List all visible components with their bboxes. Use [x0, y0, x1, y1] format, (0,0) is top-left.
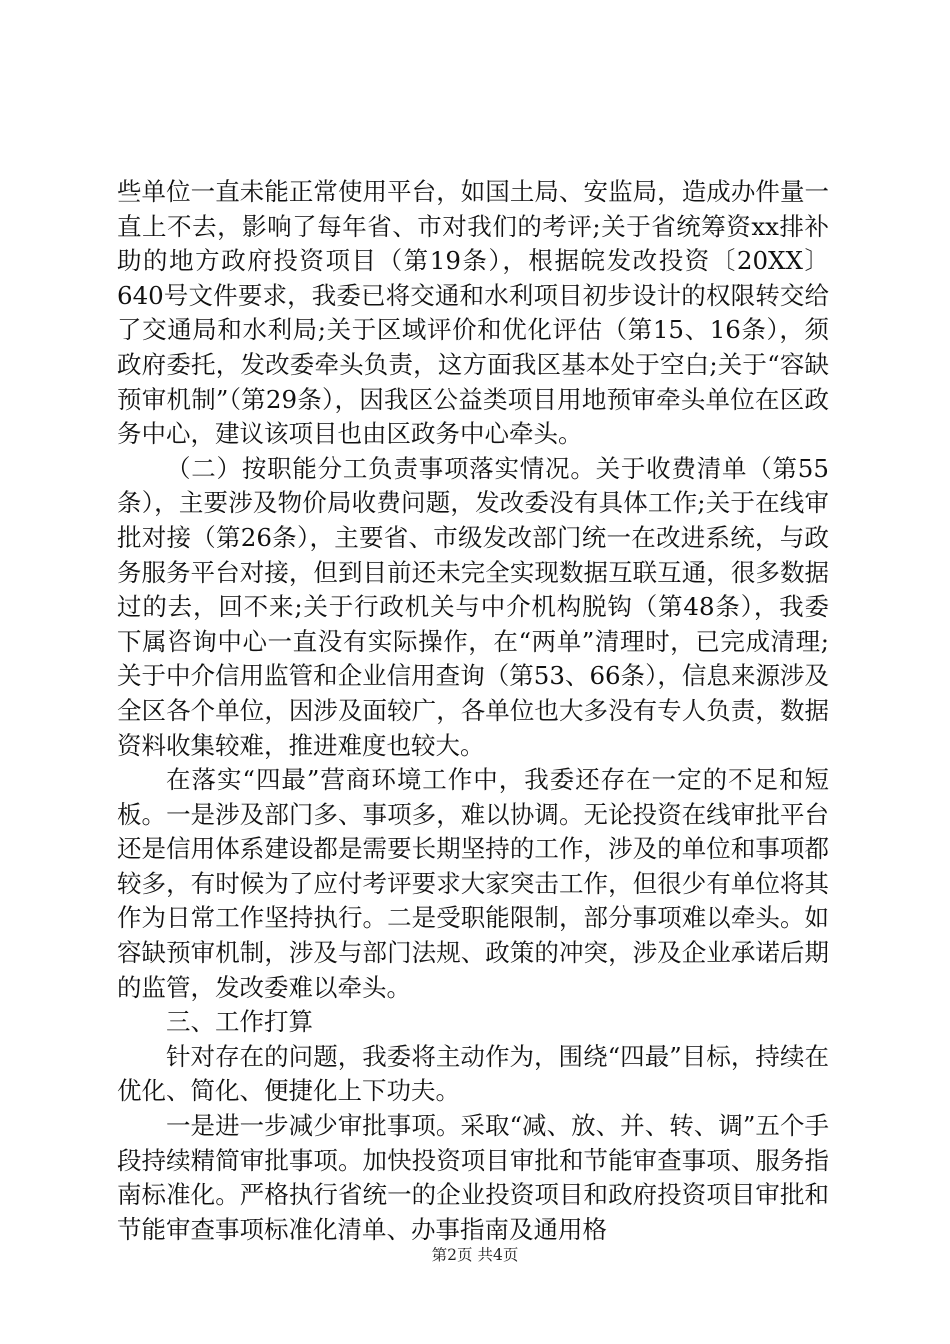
paragraph-1: 些单位一直未能正常使用平台，如国土局、安监局，造成办件量一直上不去，影响了每年省、市对我们的考评;关于省统筹资xx排补助的地方政府投资项目（第19条），根据皖发改投资〔20XX〕640号文件要求，我委已将交通和水利项目初步设计的权限转交给了交通局和水利局;关于区域评价和优化评估（第15、16条），须政府委托，发改委牵头负责，这方面我区基本处于空白;关于“容缺预审机制”（第29条），因我区公益类项目用地预审牵头单位在区政务中心，建议该项目也由区政务中心牵头。 [117, 177, 829, 449]
document-body [117, 175, 829, 1247]
paragraph-6: 一是进一步减少审批事项。采取“减、放、并、转、调”五个手段持续精简审批事项。加快投资项目审批和节能审查事项、服务指南标准化。严格执行省统一的企业投资项目和政府投资项目审批和节能审查事项标准化清单、办事指南及通用格 [117, 1111, 829, 1244]
paragraph-5: 针对存在的问题，我委将主动作为，围绕“四最”目标，持续在优化、简化、便捷化上下功夫。 [117, 1041, 829, 1106]
section-heading-work-plan: 三、工作打算 [166, 1007, 313, 1037]
page-number-footer: 第2页 共4页 [431, 1246, 519, 1264]
paragraph-3: 在落实“四最”营商环境工作中，我委还存在一定的不足和短板。一是涉及部门多、事项多，难以协调。无论投资在线审批平台还是信用体系建设都是需要长期坚持的工作，涉及的单位和事项都较多，有时候为了应付考评要求大家突击工作，但很少有单位将其作为日常工作坚持执行。二是受职能限制，部分事项难以牵头。如容缺预审机制，涉及与部门法规、政策的冲突，涉及企业承诺后期的监管，发改委难以牵头。 [117, 765, 829, 1002]
paragraph-2: （二）按职能分工负责事项落实情况。关于收费清单（第55条），主要涉及物价局收费问题，发改委没有具体工作;关于在线审批对接（第26条），主要省、市级发改部门统一在改进系统，与政务服务平台对接，但到目前还未完全实现数据互联互通，很多数据过的去，回不来;关于行政机关与中介机构脱钩（第48条），我委下属咨询中心一直没有实际操作，在“两单”清理时，已完成清理;关于中介信用监管和企业信用查询（第53、66条），信息来源涉及全区各个单位，因涉及面较广，各单位也大多没有专人负责，数据资料收集较难，推进难度也较大。 [117, 453, 829, 760]
